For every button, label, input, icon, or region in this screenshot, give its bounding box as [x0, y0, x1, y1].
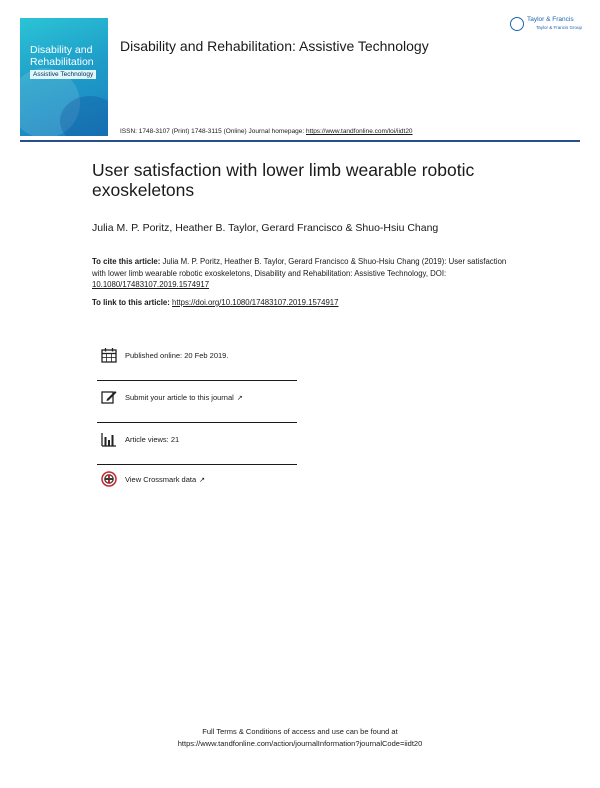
external-link-icon: ↗: [199, 477, 206, 484]
cite-text: Julia M. P. Poritz, Heather B. Taylor, Gerard Francisco & Shuo-Hsiu Chang (2019): User satisfaction with lower limb wearable robotic exoskeletons, Disability and Rehabilitation: Assistive Technology, DOI:: [92, 257, 507, 278]
publisher-subname: Taylor & Francis Group: [536, 25, 583, 30]
cite-doi-link[interactable]: 10.1080/17483107.2019.1574917: [92, 280, 210, 289]
article-title: User satisfaction with lower limb wearable robotic exoskeletons: [92, 160, 475, 200]
edit-icon: [101, 389, 117, 405]
issn-text: ISSN: 1748-3107 (Print) 1748-3115 (Online) Journal homepage:: [120, 128, 306, 135]
journal-title: Disability and Rehabilitation: Assistive Technology: [120, 38, 429, 54]
terms-text: Full Terms & Conditions of access and use can be found at: [202, 727, 398, 736]
article-authors: Julia M. P. Poritz, Heather B. Taylor, Gerard Francisco & Shuo-Hsiu Chang: [92, 222, 439, 234]
journal-homepage-link[interactable]: https://www.tandfonline.com/loi/iidt20: [305, 128, 413, 135]
terms-link[interactable]: https://www.tandfonline.com/action/journalInformation?journalCode=iidt20: [177, 739, 423, 748]
crossmark-row[interactable]: [97, 471, 297, 493]
article-views: Article views: 21: [125, 435, 180, 444]
crossmark-link[interactable]: View Crossmark data: [125, 475, 197, 484]
header-divider: [20, 140, 580, 142]
calendar-icon: [101, 347, 117, 363]
info-divider: [97, 422, 297, 423]
external-link-icon: ↗: [236, 395, 243, 402]
cite-label: To cite this article:: [92, 257, 161, 266]
article-link-line: [92, 298, 338, 307]
publisher-logo[interactable]: [510, 15, 590, 35]
cover-title-line1: Disability and: [30, 44, 93, 56]
link-label: To link to this article:: [92, 298, 172, 307]
submit-article-link[interactable]: Submit your article to this journal: [125, 393, 234, 402]
publisher-name: Taylor & Francis: [527, 16, 574, 23]
publisher-logo-icon: [510, 17, 524, 31]
issn-line: [120, 128, 413, 135]
published-date: Published online: 20 Feb 2019.: [125, 351, 229, 360]
bar-chart-icon: [101, 431, 117, 447]
submit-article-row[interactable]: [97, 389, 297, 411]
journal-cover: [20, 18, 108, 136]
info-divider: [97, 380, 297, 381]
cover-title-line2: Rehabilitation: [30, 56, 94, 68]
crossmark-icon: [101, 471, 117, 487]
published-online-row: [97, 347, 297, 369]
article-views-row: [97, 431, 297, 453]
citation-block: [92, 256, 522, 291]
info-divider: [97, 464, 297, 465]
cover-subtitle: Assistive Technology: [30, 70, 96, 79]
article-doi-link[interactable]: https://doi.org/10.1080/17483107.2019.1574917: [172, 298, 339, 307]
